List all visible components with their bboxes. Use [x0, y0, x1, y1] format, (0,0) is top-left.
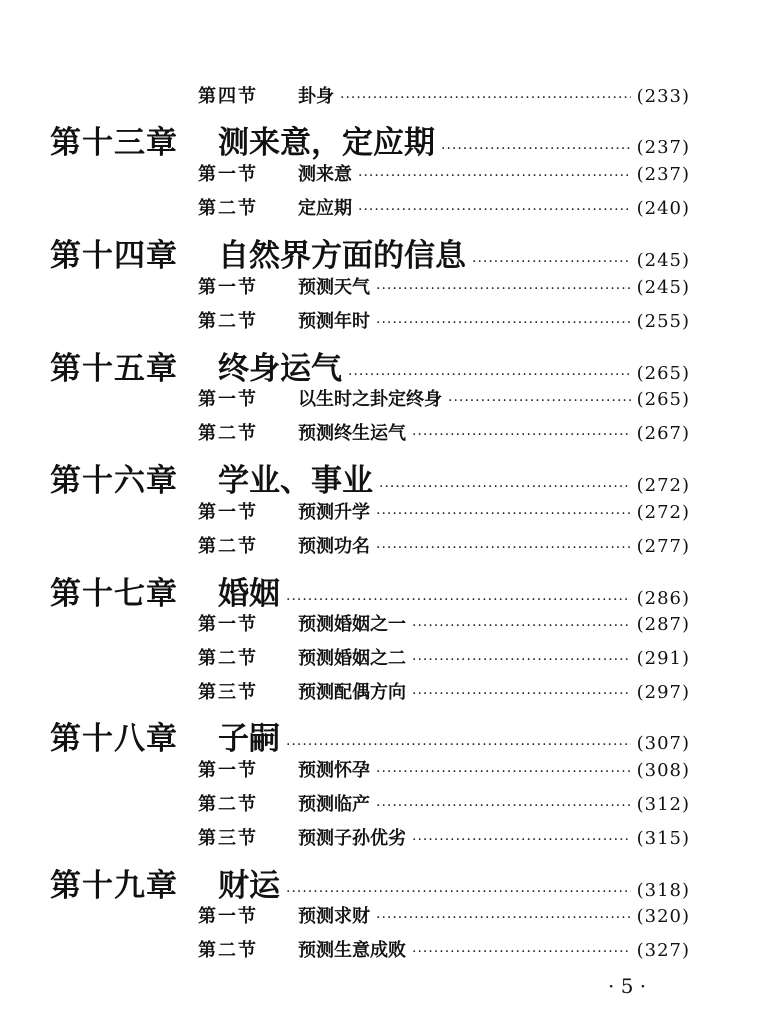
section-title: 预测终生运气: [298, 423, 406, 444]
dot-leader: [376, 506, 631, 522]
section-title: 预测婚姻之一: [298, 614, 406, 635]
dot-leader: [340, 90, 631, 106]
section-title: 预测升学: [298, 502, 370, 523]
section-title: 以生时之卦定终身: [298, 389, 442, 410]
page-reference: (287): [636, 614, 690, 635]
section-number: 第二节: [198, 198, 258, 219]
dot-leader: [379, 479, 631, 495]
dot-leader: [412, 427, 631, 443]
page-reference: (272): [636, 475, 690, 496]
section-number: 第三节: [198, 828, 258, 849]
toc-chapter-entry[interactable]: [50, 117, 690, 162]
toc-section-entry[interactable]: [198, 756, 690, 782]
page-reference: (245): [636, 277, 690, 298]
section-title: 预测子孙优劣: [298, 828, 406, 849]
dot-leader: [376, 798, 631, 814]
toc-section-entry[interactable]: [198, 790, 690, 816]
chapter-title: 婚姻: [218, 576, 280, 612]
dot-leader: [441, 141, 631, 157]
dot-leader: [412, 686, 631, 702]
toc-chapter-entry[interactable]: [50, 230, 690, 275]
toc-section-entry[interactable]: [198, 644, 690, 670]
section-number: 第一节: [198, 614, 258, 635]
page-number: · 5 ·: [608, 974, 647, 998]
toc-section-entry[interactable]: [198, 385, 690, 411]
section-title: 预测年时: [298, 311, 370, 332]
chapter-number: 第十七章: [50, 576, 178, 612]
dot-leader: [358, 202, 631, 218]
toc-chapter-entry[interactable]: [50, 343, 690, 388]
page-reference: (297): [636, 682, 690, 703]
chapter-number: 第十五章: [50, 351, 178, 387]
section-number: 第二节: [198, 940, 258, 961]
section-title: 预测临产: [298, 794, 370, 815]
toc-chapter-entry[interactable]: [50, 860, 690, 905]
page-reference: (240): [636, 198, 690, 219]
dot-leader: [412, 832, 631, 848]
chapter-title: 测来意，定应期: [218, 125, 435, 161]
section-number: 第一节: [198, 164, 258, 185]
page-reference: (265): [636, 363, 690, 384]
dot-leader: [286, 737, 631, 753]
dot-leader: [412, 944, 631, 960]
section-title: 预测婚姻之二: [298, 648, 406, 669]
page-reference: (245): [636, 250, 690, 271]
dot-leader: [412, 618, 631, 634]
toc-section-entry[interactable]: [198, 824, 690, 850]
dot-leader: [448, 393, 631, 409]
dot-leader: [358, 168, 631, 184]
section-title: 预测生意成败: [298, 940, 406, 961]
page-reference: (267): [636, 423, 690, 444]
toc-chapter-entry[interactable]: [50, 455, 690, 500]
section-number: 第二节: [198, 423, 258, 444]
chapter-number: 第十九章: [50, 868, 178, 904]
toc-chapter-entry[interactable]: [50, 568, 690, 613]
dot-leader: [376, 315, 631, 331]
dot-leader: [376, 540, 631, 556]
section-number: 第二节: [198, 311, 258, 332]
section-title: 预测天气: [298, 277, 370, 298]
chapter-title: 终身运气: [218, 351, 342, 387]
page-reference: (277): [636, 536, 690, 557]
page-reference: (255): [636, 311, 690, 332]
section-number: 第一节: [198, 502, 258, 523]
section-title: 预测怀孕: [298, 760, 370, 781]
section-number: 第四节: [198, 86, 258, 107]
toc-section-entry[interactable]: [198, 498, 690, 524]
page-reference: (320): [636, 906, 690, 927]
toc-section-entry[interactable]: [198, 678, 690, 704]
dot-leader: [376, 764, 631, 780]
toc-section-entry[interactable]: [198, 194, 690, 220]
section-title: 预测配偶方向: [298, 682, 406, 703]
page-reference: (307): [636, 733, 690, 754]
section-number: 第一节: [198, 760, 258, 781]
dot-leader: [286, 884, 631, 900]
chapter-title: 子嗣: [218, 721, 280, 757]
section-number: 第二节: [198, 794, 258, 815]
dot-leader: [348, 367, 631, 383]
section-number: 第二节: [198, 648, 258, 669]
chapter-number: 第十八章: [50, 721, 178, 757]
chapter-number: 第十六章: [50, 463, 178, 499]
page-reference: (233): [636, 86, 690, 107]
dot-leader: [376, 910, 631, 926]
chapter-title: 学业、事业: [218, 463, 373, 499]
section-title: 定应期: [298, 198, 352, 219]
toc-section-entry[interactable]: [198, 936, 690, 962]
page-reference: (318): [636, 880, 690, 901]
section-number: 第二节: [198, 536, 258, 557]
page-reference: (315): [636, 828, 690, 849]
toc-section-entry[interactable]: [198, 307, 690, 333]
toc-section-entry[interactable]: [198, 419, 690, 445]
section-number: 第一节: [198, 906, 258, 927]
page-reference: (237): [636, 137, 690, 158]
dot-leader: [286, 592, 631, 608]
toc-chapter-entry[interactable]: [50, 713, 690, 758]
page-reference: (308): [636, 760, 690, 781]
chapter-number: 第十四章: [50, 238, 178, 274]
toc-section-entry[interactable]: [198, 273, 690, 299]
dot-leader: [472, 254, 631, 270]
toc-section-entry[interactable]: [198, 610, 690, 636]
section-title: 卦身: [298, 86, 334, 107]
section-number: 第一节: [198, 277, 258, 298]
section-number: 第一节: [198, 389, 258, 410]
page-reference: (312): [636, 794, 690, 815]
section-title: 测来意: [298, 164, 352, 185]
toc-section-entry[interactable]: [198, 160, 690, 186]
page-reference: (286): [636, 588, 690, 609]
page-reference: (265): [636, 389, 690, 410]
chapter-number: 第十三章: [50, 125, 178, 161]
page-reference: (327): [636, 940, 690, 961]
section-number: 第三节: [198, 682, 258, 703]
section-title: 预测求财: [298, 906, 370, 927]
page-reference: (291): [636, 648, 690, 669]
toc-section-entry[interactable]: [198, 532, 690, 558]
toc-section-entry[interactable]: [198, 82, 690, 108]
chapter-title: 自然界方面的信息: [218, 238, 466, 274]
chapter-title: 财运: [218, 868, 280, 904]
dot-leader: [376, 281, 631, 297]
dot-leader: [412, 652, 631, 668]
toc-section-entry[interactable]: [198, 902, 690, 928]
page-reference: (272): [636, 502, 690, 523]
page-reference: (237): [636, 164, 690, 185]
section-title: 预测功名: [298, 536, 370, 557]
